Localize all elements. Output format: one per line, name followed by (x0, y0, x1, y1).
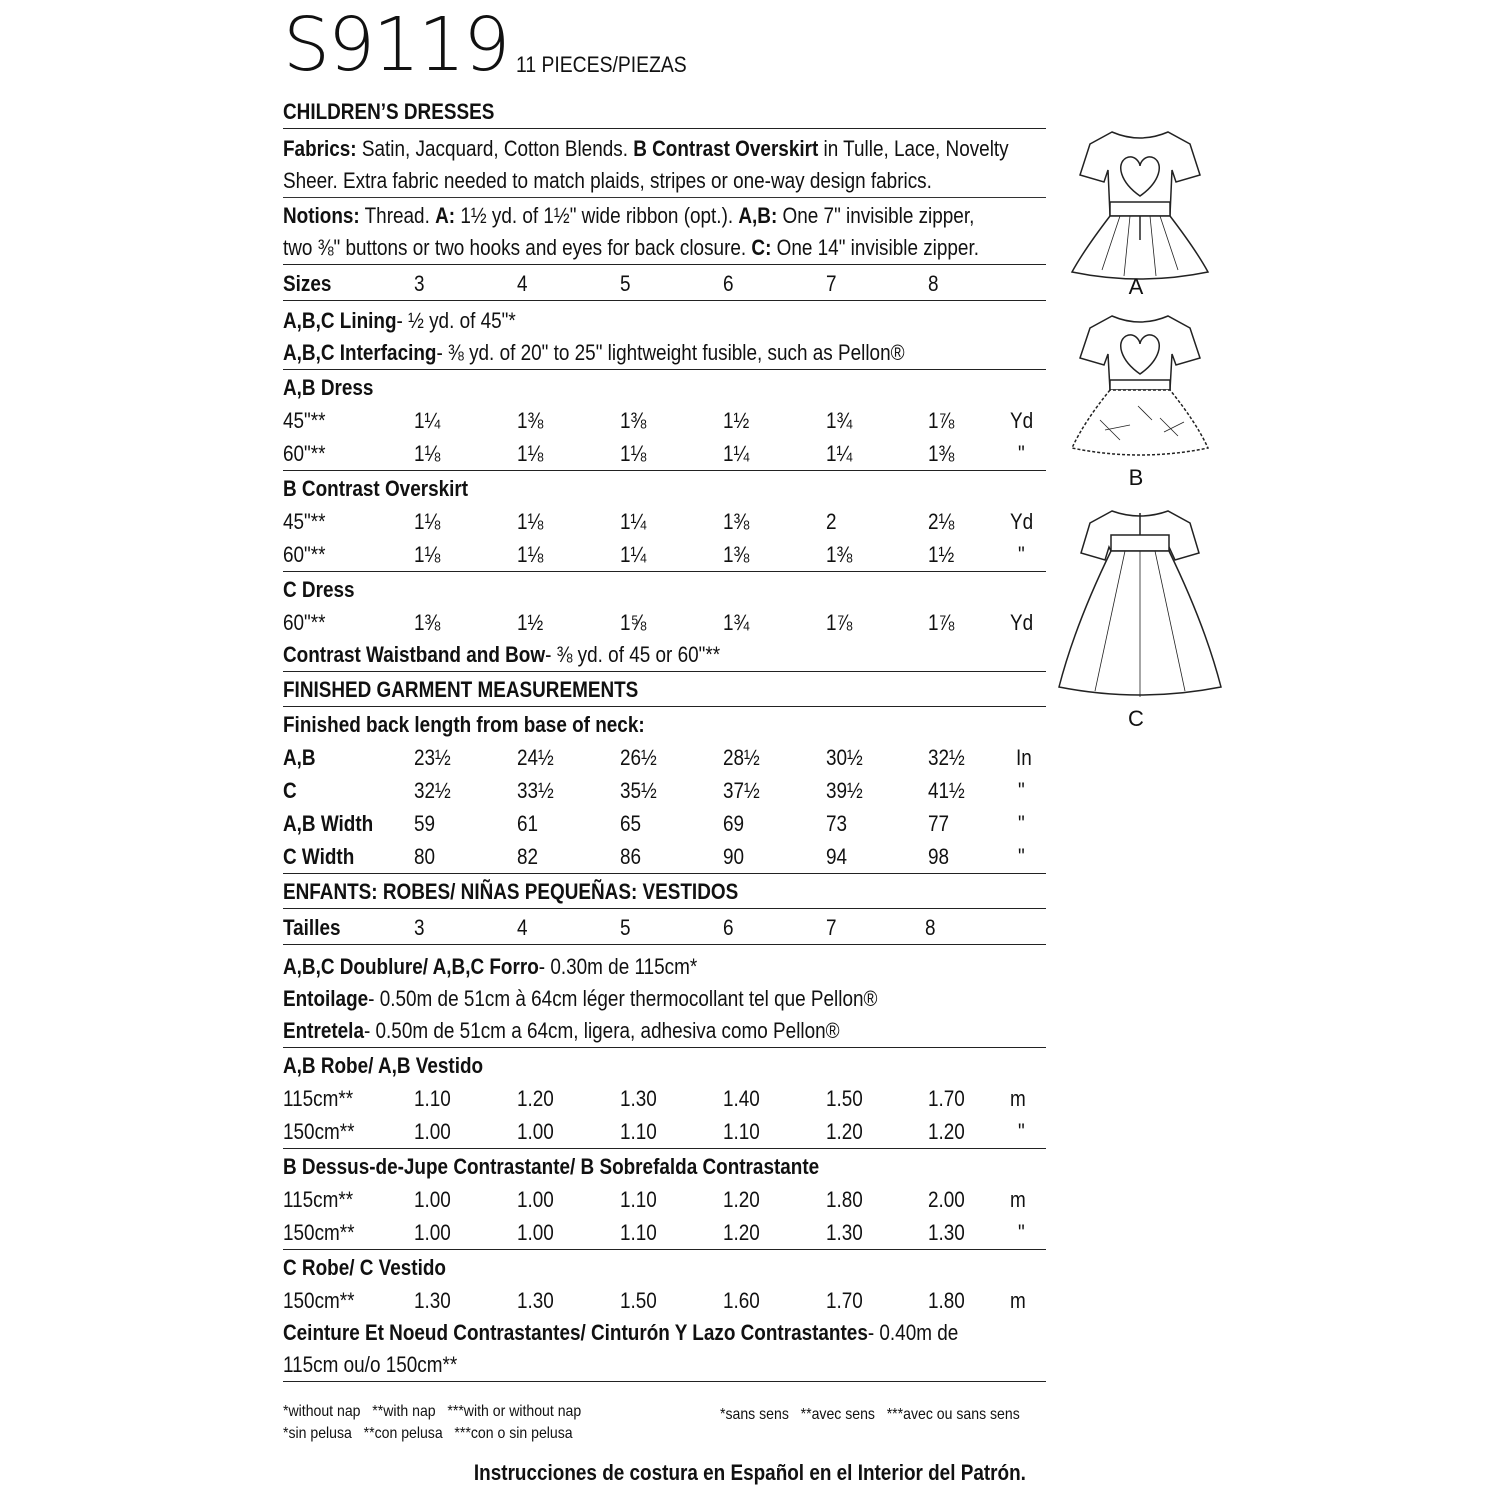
measurement-cell: 80 (414, 844, 436, 869)
yardage-cell: 1⅜ (723, 509, 750, 534)
finished-subtitle-row (283, 709, 1046, 741)
sizes-label: Sizes (283, 271, 332, 296)
interfacing-label: A,B,C Interfacing (283, 340, 437, 365)
yardage-cell: 1½ (517, 610, 544, 635)
yardage-cell: 1⅜ (517, 408, 544, 433)
yardage-cell: 1⅛ (620, 441, 647, 466)
ab-dress-heading (283, 372, 1046, 404)
view-c-label: C (1128, 706, 1144, 731)
notions-label: Notions: (283, 203, 360, 228)
row-label: C (283, 778, 297, 803)
waistband-line (283, 639, 1046, 672)
meterage-cell: 1.10 (620, 1220, 657, 1245)
yardage-cell: 1⅛ (414, 542, 441, 567)
notions-t5: One 14" invisible zipper. (771, 235, 979, 260)
measurement-cell: 28½ (723, 745, 760, 770)
notions-b3: C: (751, 235, 772, 260)
ceinture-line-2-text: 115cm ou/o 150cm** (283, 1352, 458, 1377)
meterage-cell: 1.00 (414, 1119, 451, 1144)
entoilage-text: - 0.50m de 51cm à 64cm léger thermocollant tel que Pellon® (368, 986, 878, 1011)
measurement-cell: 30½ (826, 745, 863, 770)
meterage-cell: 1.30 (826, 1220, 863, 1245)
meterage-cell: 1.80 (826, 1187, 863, 1212)
measurement-cell: 59 (414, 811, 436, 836)
b-dessus-label: B Dessus-de-Jupe Contrastante/ B Sobrefalda Contrastante (283, 1154, 820, 1179)
yardage-cell: 2⅛ (928, 509, 955, 534)
measurement-cell: 69 (723, 811, 745, 836)
unit-cell: " (1018, 441, 1025, 466)
yardage-cell: 1⅞ (928, 610, 955, 635)
fabrics-line-1 (283, 133, 1046, 165)
unit-cell: " (1018, 1220, 1025, 1245)
notions-t2: 1½ yd. of 1½" wide ribbon (opt.). (455, 203, 739, 228)
table-row (283, 741, 1046, 774)
size-cell: 8 (928, 271, 939, 296)
width-cell: 45"** (283, 509, 326, 534)
pattern-number: S9119 (283, 2, 509, 88)
measurement-cell: 39½ (826, 778, 863, 803)
c-dress-label: C Dress (283, 577, 355, 602)
notions-t3: One 7" invisible zipper, (777, 203, 975, 228)
meterage-cell: 1.20 (826, 1119, 863, 1144)
size-cell: 4 (517, 915, 528, 940)
meterage-cell: 1.00 (517, 1187, 554, 1212)
interfacing-line (283, 337, 1046, 370)
yardage-cell: 1¼ (414, 408, 441, 433)
ab-robe-heading (283, 1050, 1046, 1082)
meterage-cell: 1.40 (723, 1086, 760, 1111)
meterage-cell: 1.70 (826, 1288, 863, 1313)
b-overskirt-label: B Contrast Overskirt (283, 476, 469, 501)
entoilage-label: Entoilage (283, 986, 369, 1011)
footnote-spanish: *sin pelusa **con pelusa ***con o sin pelusa (283, 1425, 573, 1442)
lining-text: - ½ yd. of 45"* (396, 308, 516, 333)
meterage-cell: 1.30 (517, 1288, 554, 1313)
fabrics-text-1: Satin, Jacquard, Cotton Blends. (356, 136, 634, 161)
intl-title: ENFANTS: ROBES/ NIÑAS PEQUEÑAS: VESTIDOS (283, 879, 739, 904)
unit-cell: m (1010, 1288, 1026, 1313)
unit-cell: Yd (1010, 610, 1034, 635)
table-row (283, 505, 1046, 538)
meterage-cell: 1.00 (414, 1220, 451, 1245)
tailles-row (283, 911, 1046, 945)
yardage-cell: 1½ (723, 408, 750, 433)
doublure-label: A,B,C Doublure/ A,B,C Forro (283, 954, 539, 979)
size-cell: 7 (826, 271, 837, 296)
meterage-cell: 1.30 (620, 1086, 657, 1111)
measurement-cell: 65 (620, 811, 642, 836)
lining-label: A,B,C Lining (283, 308, 397, 333)
table-row (283, 807, 1046, 840)
yardage-cell: 1⅜ (414, 610, 441, 635)
entretela-label: Entretela (283, 1018, 364, 1043)
intl-title-row (283, 876, 1046, 909)
fabrics-label: Fabrics: (283, 136, 357, 161)
measurement-cell: 77 (928, 811, 950, 836)
ceinture-line-1 (283, 1317, 1046, 1349)
unit-cell: m (1010, 1086, 1026, 1111)
entretela-text: - 0.50m de 51cm a 64cm, ligera, adhesiva como Pellon® (363, 1018, 840, 1043)
b-dessus-heading (283, 1151, 1046, 1183)
meterage-cell: 1.70 (928, 1086, 965, 1111)
meterage-cell: 1.50 (620, 1288, 657, 1313)
width-cell: 60"** (283, 610, 326, 635)
bottom-note-text: Instrucciones de costura en Español en el Interior del Patrón. (474, 1460, 1026, 1485)
footnote-french: *sans sens **avec sens ***avec ou sans sens (720, 1406, 1020, 1423)
fabrics-text-2: in Tulle, Lace, Novelty (818, 136, 1009, 161)
yardage-cell: 1¼ (620, 509, 647, 534)
width-cell: 60"** (283, 441, 326, 466)
meterage-cell: 1.10 (723, 1119, 760, 1144)
yardage-cell: 1⅛ (517, 441, 544, 466)
view-a-label: A (1128, 274, 1144, 299)
yardage-cell: 1⅛ (414, 441, 441, 466)
yardage-cell: 1⅛ (414, 509, 441, 534)
yardage-cell: 1⅜ (826, 542, 853, 567)
finished-title: FINISHED GARMENT MEASUREMENTS (283, 677, 639, 702)
yardage-cell: 1⅞ (826, 610, 853, 635)
table-row (283, 774, 1046, 807)
view-a-dress-illustration (1060, 120, 1220, 290)
size-cell: 4 (517, 271, 528, 296)
c-robe-label: C Robe/ C Vestido (283, 1255, 446, 1280)
unit-cell: " (1018, 1119, 1025, 1144)
meterage-cell: 2.00 (928, 1187, 965, 1212)
ab-dress-label: A,B Dress (283, 375, 374, 400)
size-cell: 6 (723, 915, 734, 940)
meterage-cell: 1.00 (517, 1220, 554, 1245)
c-robe-heading (283, 1252, 1046, 1284)
entoilage-line (283, 983, 1046, 1015)
notions-b2: A,B: (738, 203, 778, 228)
width-cell: 45"** (283, 408, 326, 433)
table-row (283, 1082, 1046, 1115)
c-dress-heading (283, 574, 1046, 606)
table-row (283, 538, 1046, 572)
unit-cell: " (1018, 542, 1025, 567)
meterage-cell: 1.00 (517, 1119, 554, 1144)
unit-cell: Yd (1010, 408, 1034, 433)
meterage-cell: 1.30 (414, 1288, 451, 1313)
yardage-cell: 1⅜ (723, 542, 750, 567)
notions-line-2 (283, 232, 1046, 265)
pattern-envelope-table (283, 96, 1046, 1382)
bottom-note (0, 1460, 1500, 1486)
notions-t1: Thread. (359, 203, 436, 228)
measurement-cell: 98 (928, 844, 950, 869)
size-cell: 7 (826, 915, 837, 940)
unit-cell: m (1010, 1187, 1026, 1212)
doublure-line (283, 951, 1046, 983)
ceinture-line-2 (283, 1349, 1046, 1382)
meterage-cell: 1.10 (620, 1119, 657, 1144)
width-cell: 115cm** (283, 1187, 354, 1212)
waistband-label: Contrast Waistband and Bow (283, 642, 546, 667)
measurement-cell: 61 (517, 811, 539, 836)
table-row (283, 1183, 1046, 1216)
fabrics-line-2 (283, 165, 1046, 198)
yardage-cell: 1¼ (723, 441, 750, 466)
yardage-cell: 1⅛ (517, 509, 544, 534)
unit-cell: In (1016, 745, 1032, 770)
measurement-cell: 94 (826, 844, 848, 869)
finished-subtitle: Finished back length from base of neck: (283, 712, 645, 737)
meterage-cell: 1.20 (723, 1220, 760, 1245)
section-title-row (283, 96, 1046, 129)
table-row (283, 840, 1046, 874)
measurement-cell: 90 (723, 844, 745, 869)
notions-b1: A: (435, 203, 456, 228)
measurement-cell: 32½ (928, 745, 965, 770)
size-cell: 6 (723, 271, 734, 296)
measurement-cell: 24½ (517, 745, 554, 770)
notions-line-1 (283, 200, 1046, 232)
meterage-cell: 1.10 (414, 1086, 451, 1111)
measurement-cell: 33½ (517, 778, 554, 803)
notions-t4: two ⅜" buttons or two hooks and eyes for back closure. (283, 235, 752, 260)
measurement-cell: 26½ (620, 745, 657, 770)
view-c-dress-illustration (1055, 505, 1225, 705)
yardage-cell: 1¾ (723, 610, 750, 635)
ceinture-text: - 0.40m de (867, 1320, 959, 1345)
meterage-cell: 1.20 (928, 1119, 965, 1144)
entretela-line (283, 1015, 1046, 1048)
finished-title-row (283, 674, 1046, 707)
meterage-cell: 1.20 (517, 1086, 554, 1111)
width-cell: 150cm** (283, 1288, 355, 1313)
width-cell: 150cm** (283, 1119, 355, 1144)
table-row (283, 1115, 1046, 1149)
unit-cell: " (1018, 778, 1025, 803)
yardage-cell: 1⅜ (928, 441, 955, 466)
fabrics-line-2-text: Sheer. Extra fabric needed to match plaids, stripes or one-way design fabrics. (283, 168, 932, 193)
width-cell: 60"** (283, 542, 326, 567)
interfacing-text: - ⅜ yd. of 20" to 25" lightweight fusible, such as Pellon® (436, 340, 905, 365)
yardage-cell: 2 (826, 509, 837, 534)
width-cell: 115cm** (283, 1086, 354, 1111)
yardage-cell: 1¼ (826, 441, 853, 466)
yardage-cell: 1¾ (826, 408, 853, 433)
unit-cell: Yd (1010, 509, 1034, 534)
unit-cell: " (1018, 811, 1025, 836)
measurement-cell: 23½ (414, 745, 451, 770)
table-row (283, 404, 1046, 437)
width-cell: 150cm** (283, 1220, 355, 1245)
pieces-count: 11 PIECES/PIEZAS (516, 52, 687, 77)
yardage-cell: 1⅛ (517, 542, 544, 567)
size-cell: 3 (414, 915, 425, 940)
size-cell: 5 (620, 271, 631, 296)
yardage-cell: 1¼ (620, 542, 647, 567)
measurement-cell: 86 (620, 844, 642, 869)
view-b-label: B (1128, 465, 1144, 490)
yardage-cell: 1⅝ (620, 610, 647, 635)
lining-line (283, 305, 1046, 337)
waistband-text: - ⅜ yd. of 45 or 60"** (545, 642, 721, 667)
unit-cell: " (1018, 844, 1025, 869)
yardage-cell: 1⅜ (620, 408, 647, 433)
meterage-cell: 1.80 (928, 1288, 965, 1313)
view-b-dress-illustration (1060, 310, 1220, 470)
row-label: C Width (283, 844, 355, 869)
footnotes-left (283, 1401, 581, 1445)
meterage-cell: 1.00 (414, 1187, 451, 1212)
row-label: A,B (283, 745, 316, 770)
size-cell: 3 (414, 271, 425, 296)
meterage-cell: 1.60 (723, 1288, 760, 1313)
ab-robe-label: A,B Robe/ A,B Vestido (283, 1053, 484, 1078)
size-cell: 5 (620, 915, 631, 940)
yardage-cell: 1½ (928, 542, 955, 567)
measurement-cell: 41½ (928, 778, 965, 803)
meterage-cell: 1.50 (826, 1086, 863, 1111)
size-cell: 8 (925, 915, 936, 940)
meterage-cell: 1.30 (928, 1220, 965, 1245)
sizes-row (283, 267, 1046, 301)
measurement-cell: 37½ (723, 778, 760, 803)
doublure-text: - 0.30m de 115cm* (538, 954, 698, 979)
b-overskirt-heading (283, 473, 1046, 505)
table-row (283, 1216, 1046, 1250)
footnote-english: *without nap **with nap ***with or without nap (283, 1403, 582, 1420)
table-row (283, 1284, 1046, 1317)
table-row (283, 606, 1046, 639)
yardage-cell: 1⅞ (928, 408, 955, 433)
measurement-cell: 32½ (414, 778, 451, 803)
fabrics-overskirt: B Contrast Overskirt (633, 136, 819, 161)
row-label: A,B Width (283, 811, 374, 836)
table-row (283, 437, 1046, 471)
measurement-cell: 35½ (620, 778, 657, 803)
measurement-cell: 82 (517, 844, 539, 869)
meterage-cell: 1.20 (723, 1187, 760, 1212)
ceinture-label: Ceinture Et Noeud Contrastantes/ Cinturón Y Lazo Contrastantes (283, 1320, 868, 1345)
tailles-label: Tailles (283, 915, 341, 940)
meterage-cell: 1.10 (620, 1187, 657, 1212)
section-title: CHILDREN’S DRESSES (283, 99, 495, 124)
measurement-cell: 73 (826, 811, 848, 836)
